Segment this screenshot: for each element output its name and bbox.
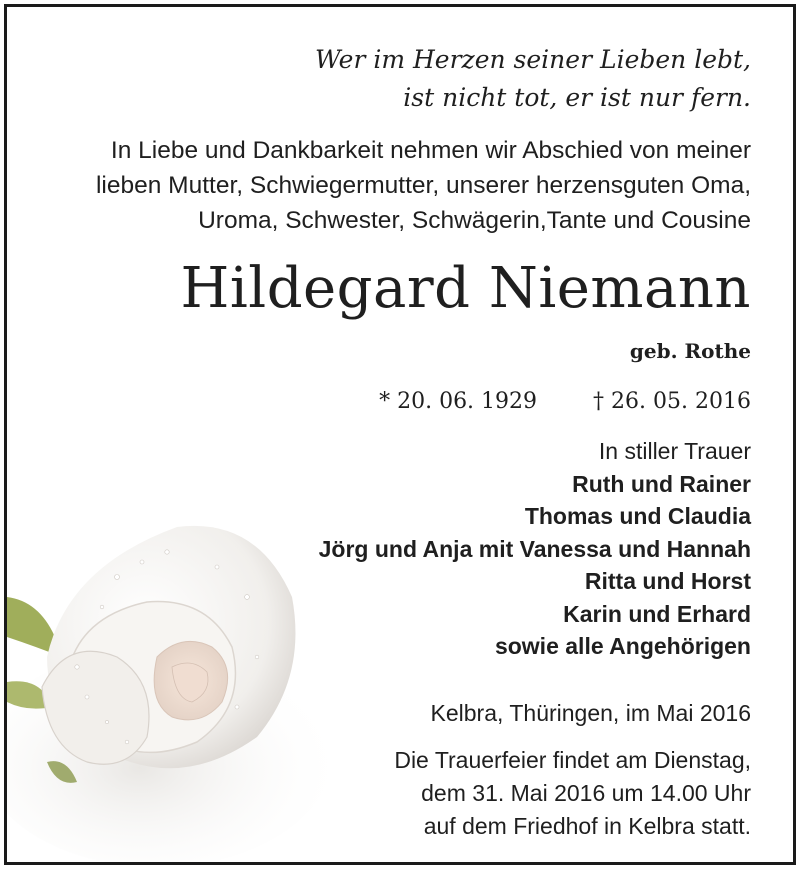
maiden-name: geb. Rothe — [629, 339, 751, 363]
death-date: † 26. 05. 2016 — [593, 389, 751, 414]
memorial-quote — [315, 41, 751, 117]
funeral-info — [394, 744, 751, 843]
place-and-date: Kelbra, Thüringen, im Mai 2016 — [430, 700, 751, 726]
mourner-name: Karin und Erhard — [563, 600, 751, 627]
mourners-list — [257, 435, 751, 663]
deceased-name: Hildegard Niemann — [180, 256, 751, 321]
funeral-line: Die Trauerfeier findet am Dienstag, — [394, 747, 751, 773]
life-dates — [379, 387, 751, 417]
mourner-name: Ritta und Horst — [584, 568, 751, 594]
intro-line: In Liebe und Dankbarkeit nehmen wir Abschied von meiner — [110, 137, 751, 164]
funeral-line: dem 31. Mai 2016 um 14.00 Uhr — [421, 780, 751, 806]
mourner-name: Thomas und Claudia — [524, 503, 751, 529]
mourners-intro: In stiller Trauer — [598, 438, 751, 464]
mourner-name: sowie alle Angehörigen — [494, 633, 751, 659]
obituary-notice — [4, 4, 796, 865]
mourner-name: Jörg und Anja mit Vanessa und Hannah — [318, 535, 751, 562]
intro-line: Uroma, Schwester, Schwägerin,Tante und Cousine — [198, 207, 751, 234]
funeral-line: auf dem Friedhof in Kelbra statt. — [423, 813, 751, 839]
quote-line: ist nicht tot, er ist nur fern. — [403, 83, 751, 112]
farewell-intro — [37, 133, 751, 238]
quote-line: Wer im Herzen seiner Lieben lebt, — [315, 45, 751, 74]
birth-date: * 20. 06. 1929 — [379, 389, 538, 414]
mourner-name: Ruth und Rainer — [572, 470, 751, 497]
intro-line: lieben Mutter, Schwiegermutter, unserer herzensguten Oma, — [95, 172, 751, 199]
